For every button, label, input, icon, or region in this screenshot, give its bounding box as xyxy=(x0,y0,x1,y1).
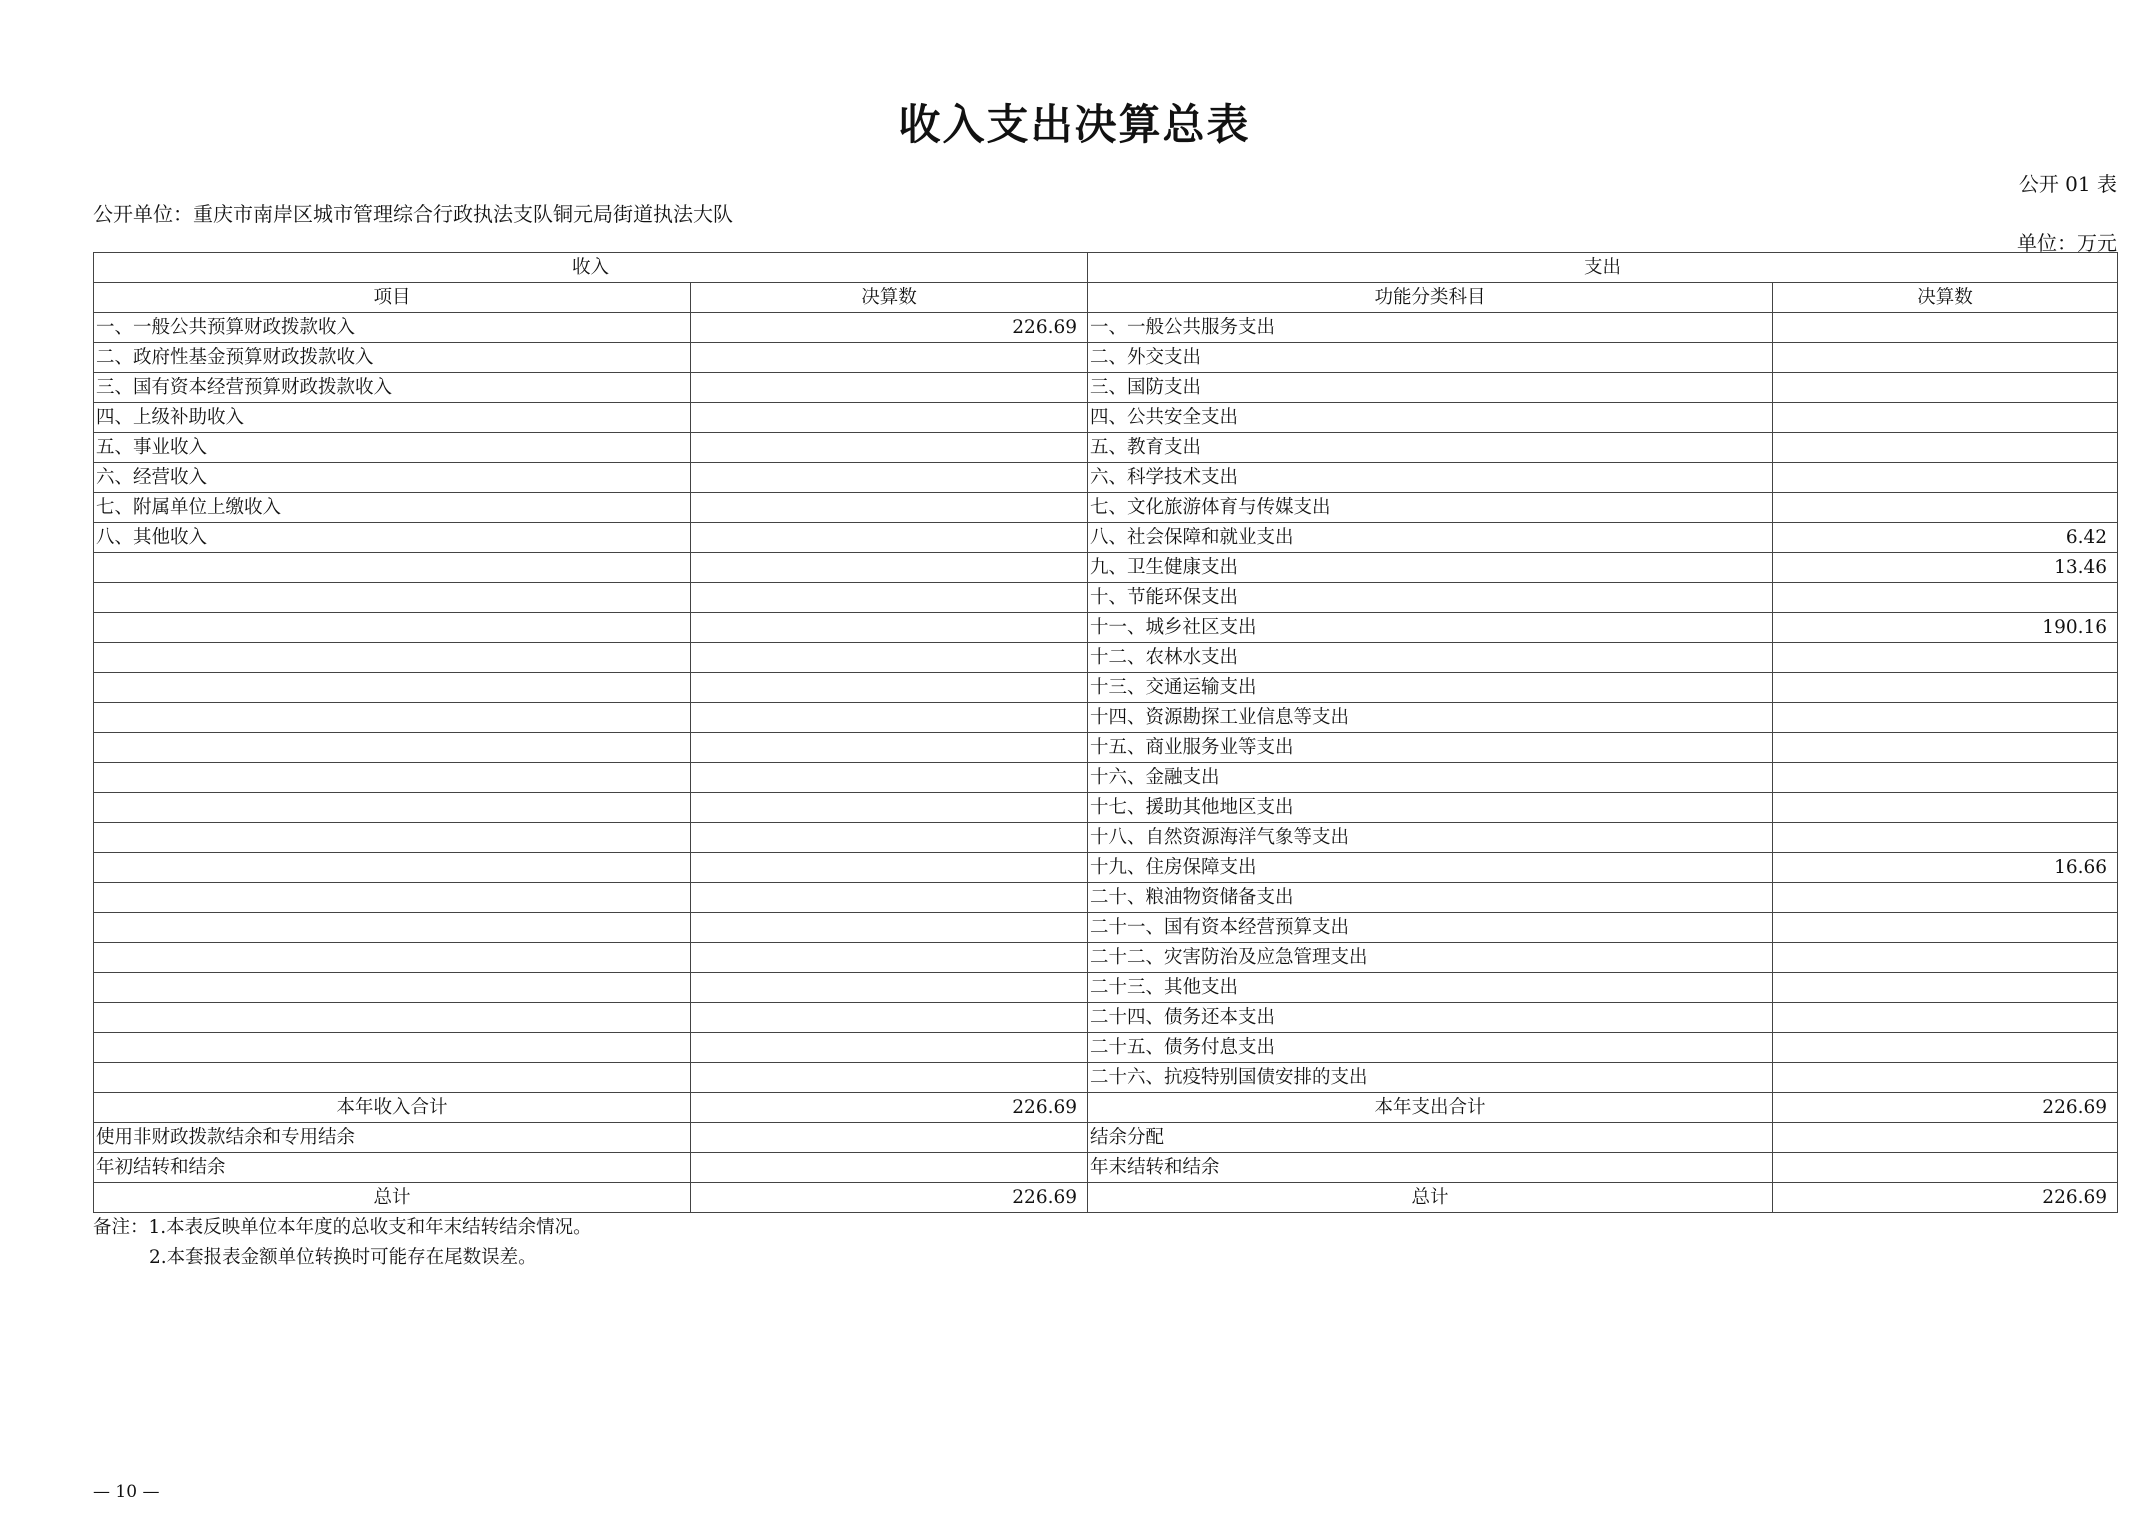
expense-item-cell: 十七、援助其他地区支出 xyxy=(1088,793,1773,823)
table-row xyxy=(94,1003,2118,1033)
expense-item-cell: 十一、城乡社区支出 xyxy=(1088,613,1773,643)
expense-amount-cell xyxy=(1773,733,2118,763)
income-amount-cell xyxy=(691,673,1088,703)
table-row xyxy=(94,523,2118,553)
income-item-cell xyxy=(94,613,691,643)
grand-total-income-value: 226.69 xyxy=(691,1183,1088,1213)
income-amount-cell xyxy=(691,613,1088,643)
nonfiscal-label: 使用非财政拨款结余和专用结余 xyxy=(94,1123,691,1153)
expense-amount-cell xyxy=(1773,703,2118,733)
income-amount-cell xyxy=(691,1033,1088,1063)
expense-item-cell: 十五、商业服务业等支出 xyxy=(1088,733,1773,763)
table-row xyxy=(94,943,2118,973)
nonfiscal-row xyxy=(94,1123,2118,1153)
expense-total-label: 本年支出合计 xyxy=(1088,1093,1773,1123)
expense-item-cell: 八、社会保障和就业支出 xyxy=(1088,523,1773,553)
income-header: 收入 xyxy=(94,253,1088,283)
expense-amount-cell xyxy=(1773,403,2118,433)
begin-carry-value xyxy=(691,1153,1088,1183)
income-amount-cell xyxy=(691,373,1088,403)
income-amount-cell xyxy=(691,463,1088,493)
income-amount-cell xyxy=(691,703,1088,733)
income-amount-cell xyxy=(691,493,1088,523)
table-row xyxy=(94,913,2118,943)
grand-total-income-label: 总计 xyxy=(94,1183,691,1213)
table-row xyxy=(94,313,2118,343)
reporting-unit: 公开单位：重庆市南岸区城市管理综合行政执法支队铜元局街道执法大队 xyxy=(93,202,733,226)
expense-amount-cell xyxy=(1773,463,2118,493)
expense-item-cell: 二十一、国有资本经营预算支出 xyxy=(1088,913,1773,943)
expense-amount-cell xyxy=(1773,793,2118,823)
income-item-cell xyxy=(94,853,691,883)
expense-amount-cell: 16.66 xyxy=(1773,853,2118,883)
income-amount-cell xyxy=(691,403,1088,433)
income-amount-cell xyxy=(691,523,1088,553)
table-row xyxy=(94,463,2118,493)
income-item-cell xyxy=(94,733,691,763)
expense-amount-cell xyxy=(1773,583,2118,613)
income-amount-cell xyxy=(691,643,1088,673)
income-item-cell xyxy=(94,763,691,793)
table-row xyxy=(94,343,2118,373)
expense-item-cell: 十四、资源勘探工业信息等支出 xyxy=(1088,703,1773,733)
expense-amount-cell xyxy=(1773,913,2118,943)
expense-amount-cell xyxy=(1773,1003,2118,1033)
expense-item-cell: 五、教育支出 xyxy=(1088,433,1773,463)
expense-amount-cell xyxy=(1773,493,2118,523)
income-item-cell: 三、国有资本经营预算财政拨款收入 xyxy=(94,373,691,403)
totals-row xyxy=(94,1093,2118,1123)
expense-item-cell: 十六、金融支出 xyxy=(1088,763,1773,793)
income-amount-cell xyxy=(691,763,1088,793)
table-row xyxy=(94,1063,2118,1093)
income-amount-cell: 226.69 xyxy=(691,313,1088,343)
expense-amount-cell xyxy=(1773,643,2118,673)
expense-amount-cell xyxy=(1773,823,2118,853)
expense-amount-cell xyxy=(1773,973,2118,1003)
income-item-cell: 五、事业收入 xyxy=(94,433,691,463)
form-number: 公开 01 表 xyxy=(2018,172,2117,196)
expense-item-cell: 二十五、债务付息支出 xyxy=(1088,1033,1773,1063)
income-item-cell xyxy=(94,553,691,583)
table-row xyxy=(94,553,2118,583)
notes xyxy=(93,1213,592,1273)
expense-item-cell: 一、一般公共服务支出 xyxy=(1088,313,1773,343)
carryover-row xyxy=(94,1153,2118,1183)
income-amount-cell xyxy=(691,1063,1088,1093)
col-expense-amount-header: 决算数 xyxy=(1773,283,2118,313)
income-amount-cell xyxy=(691,823,1088,853)
income-item-cell xyxy=(94,643,691,673)
expense-item-cell: 十三、交通运输支出 xyxy=(1088,673,1773,703)
income-item-cell xyxy=(94,913,691,943)
table-row xyxy=(94,373,2118,403)
expense-amount-cell xyxy=(1773,433,2118,463)
table-row xyxy=(94,823,2118,853)
expense-item-cell: 九、卫生健康支出 xyxy=(1088,553,1773,583)
income-item-cell xyxy=(94,673,691,703)
income-item-cell xyxy=(94,583,691,613)
income-item-cell xyxy=(94,823,691,853)
table-row xyxy=(94,583,2118,613)
table-row xyxy=(94,643,2118,673)
income-item-cell xyxy=(94,793,691,823)
income-amount-cell xyxy=(691,973,1088,1003)
grand-total-expense-label: 总计 xyxy=(1088,1183,1773,1213)
income-amount-cell xyxy=(691,553,1088,583)
end-carry-label: 年末结转和结余 xyxy=(1088,1153,1773,1183)
expense-item-cell: 七、文化旅游体育与传媒支出 xyxy=(1088,493,1773,523)
expense-amount-cell xyxy=(1773,673,2118,703)
income-amount-cell xyxy=(691,943,1088,973)
income-amount-cell xyxy=(691,883,1088,913)
income-amount-cell xyxy=(691,583,1088,613)
income-amount-cell xyxy=(691,733,1088,763)
table-row xyxy=(94,433,2118,463)
income-amount-cell xyxy=(691,793,1088,823)
income-item-cell: 一、一般公共预算财政拨款收入 xyxy=(94,313,691,343)
income-item-cell xyxy=(94,883,691,913)
expense-amount-cell xyxy=(1773,943,2118,973)
table-row xyxy=(94,403,2118,433)
expense-amount-cell xyxy=(1773,1033,2118,1063)
expense-amount-cell xyxy=(1773,883,2118,913)
expense-amount-cell xyxy=(1773,373,2118,403)
table-row xyxy=(94,853,2118,883)
expense-item-cell: 三、国防支出 xyxy=(1088,373,1773,403)
income-amount-cell xyxy=(691,853,1088,883)
income-expense-table xyxy=(93,252,2118,1213)
expense-item-cell: 二十、粮油物资储备支出 xyxy=(1088,883,1773,913)
page-title: 收入支出决算总表 xyxy=(898,100,1251,149)
expense-header: 支出 xyxy=(1088,253,2118,283)
column-header-row xyxy=(94,283,2118,313)
expense-item-cell: 二十三、其他支出 xyxy=(1088,973,1773,1003)
expense-amount-cell: 6.42 xyxy=(1773,523,2118,553)
section-header-row xyxy=(94,253,2118,283)
income-item-cell xyxy=(94,1003,691,1033)
expense-item-cell: 十八、自然资源海洋气象等支出 xyxy=(1088,823,1773,853)
table-row xyxy=(94,493,2118,523)
expense-item-cell: 二十六、抗疫特别国债安排的支出 xyxy=(1088,1063,1773,1093)
expense-amount-cell: 190.16 xyxy=(1773,613,2118,643)
income-amount-cell xyxy=(691,913,1088,943)
income-amount-cell xyxy=(691,343,1088,373)
begin-carry-label: 年初结转和结余 xyxy=(94,1153,691,1183)
income-item-cell xyxy=(94,1063,691,1093)
grand-total-row xyxy=(94,1183,2118,1213)
income-item-cell xyxy=(94,703,691,733)
table-row xyxy=(94,883,2118,913)
col-item-header: 项目 xyxy=(94,283,691,313)
col-func-header: 功能分类科目 xyxy=(1088,283,1773,313)
income-total-label: 本年收入合计 xyxy=(94,1093,691,1123)
income-total-value: 226.69 xyxy=(691,1093,1088,1123)
table-row xyxy=(94,763,2118,793)
nonfiscal-value xyxy=(691,1123,1088,1153)
note-line-2: 2.本套报表金额单位转换时可能存在尾数误差。 xyxy=(149,1247,537,1268)
income-item-cell: 六、经营收入 xyxy=(94,463,691,493)
expense-amount-cell: 13.46 xyxy=(1773,553,2118,583)
surplus-dist-value xyxy=(1773,1123,2118,1153)
income-item-cell: 四、上级补助收入 xyxy=(94,403,691,433)
income-item-cell: 七、附属单位上缴收入 xyxy=(94,493,691,523)
note-line-1: 备注：1.本表反映单位本年度的总收支和年末结转结余情况。 xyxy=(93,1217,592,1238)
income-item-cell xyxy=(94,1033,691,1063)
expense-total-value: 226.69 xyxy=(1773,1093,2118,1123)
currency-unit: 单位：万元 xyxy=(2017,231,2117,255)
expense-item-cell: 二十二、灾害防治及应急管理支出 xyxy=(1088,943,1773,973)
table-row xyxy=(94,793,2118,823)
expense-item-cell: 十、节能环保支出 xyxy=(1088,583,1773,613)
expense-item-cell: 四、公共安全支出 xyxy=(1088,403,1773,433)
grand-total-expense-value: 226.69 xyxy=(1773,1183,2118,1213)
income-item-cell: 八、其他收入 xyxy=(94,523,691,553)
table-row xyxy=(94,613,2118,643)
table-row xyxy=(94,733,2118,763)
expense-amount-cell xyxy=(1773,763,2118,793)
expense-amount-cell xyxy=(1773,1063,2118,1093)
col-income-amount-header: 决算数 xyxy=(691,283,1088,313)
income-item-cell xyxy=(94,943,691,973)
table-row xyxy=(94,973,2118,1003)
expense-item-cell: 六、科学技术支出 xyxy=(1088,463,1773,493)
expense-item-cell: 二、外交支出 xyxy=(1088,343,1773,373)
table-row xyxy=(94,1033,2118,1063)
table-row xyxy=(94,673,2118,703)
income-item-cell xyxy=(94,973,691,1003)
expense-item-cell: 二十四、债务还本支出 xyxy=(1088,1003,1773,1033)
income-amount-cell xyxy=(691,1003,1088,1033)
expense-item-cell: 十二、农林水支出 xyxy=(1088,643,1773,673)
table-row xyxy=(94,703,2118,733)
surplus-dist-label: 结余分配 xyxy=(1088,1123,1773,1153)
income-amount-cell xyxy=(691,433,1088,463)
expense-amount-cell xyxy=(1773,343,2118,373)
income-item-cell: 二、政府性基金预算财政拨款收入 xyxy=(94,343,691,373)
end-carry-value xyxy=(1773,1153,2118,1183)
page-number: — 10 — xyxy=(93,1482,160,1502)
expense-item-cell: 十九、住房保障支出 xyxy=(1088,853,1773,883)
expense-amount-cell xyxy=(1773,313,2118,343)
